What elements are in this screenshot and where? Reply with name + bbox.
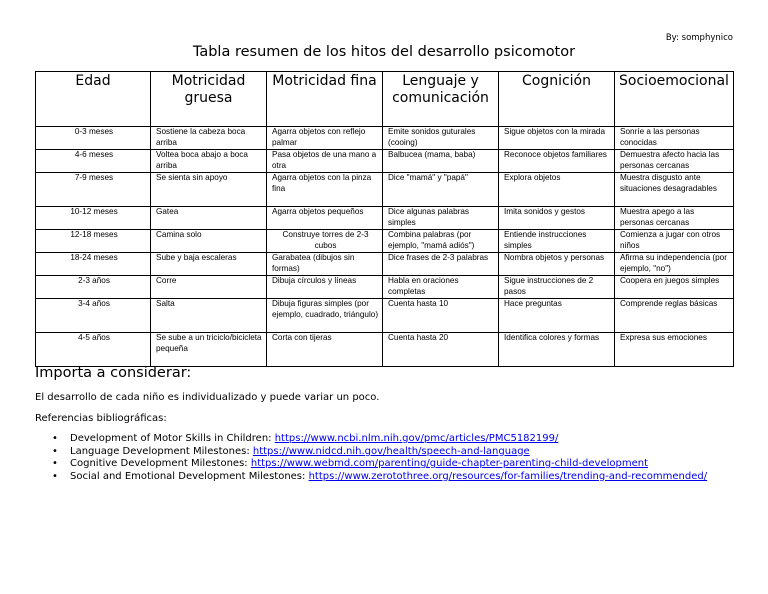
- reference-link[interactable]: https://www.ncbi.nlm.nih.gov/pmc/articles/PMC5182199/: [274, 433, 559, 444]
- cell-edad: 2-3 años: [36, 276, 151, 299]
- cell-motricidad-fina: Construye torres de 2-3 cubos: [267, 230, 383, 253]
- cell-socioemocional: Demuestra afecto hacia las personas cercanas: [615, 150, 734, 173]
- cell-motricidad-fina: Pasa objetos de una mano a otra: [267, 150, 383, 173]
- cell-lenguaje: Emite sonidos guturales (cooing): [383, 127, 499, 150]
- cell-motricidad-gruesa: Camina solo: [151, 230, 267, 253]
- cell-socioemocional: Sonríe a las personas conocidas: [615, 127, 734, 150]
- cell-socioemocional: Muestra disgusto ante situaciones desagradables: [615, 173, 734, 207]
- cell-edad: 18-24 meses: [36, 253, 151, 276]
- table-header-row: [36, 72, 734, 127]
- cell-edad: 0-3 meses: [36, 127, 151, 150]
- cell-cognicion: Imita sonidos y gestos: [499, 207, 615, 230]
- cell-cognicion: Entiende instrucciones simples: [499, 230, 615, 253]
- bullet-icon: •: [52, 470, 58, 482]
- cell-edad: 4-6 meses: [36, 150, 151, 173]
- cell-lenguaje: Balbucea (mama, baba): [383, 150, 499, 173]
- document-title: Tabla resumen de los hitos del desarrollo psicomotor: [192, 44, 576, 60]
- reference-label: Development of Motor Skills in Children:: [70, 433, 275, 444]
- references-list: [35, 433, 760, 483]
- author-byline: By: somphynico: [665, 33, 733, 43]
- bullet-icon: •: [52, 458, 58, 469]
- table-row: [36, 333, 734, 367]
- reference-item: [52, 458, 760, 471]
- section-heading: Importa a considerar:: [35, 365, 192, 381]
- cell-cognicion: Identifica colores y formas: [499, 333, 615, 367]
- header-motricidad-gruesa: Motricidad gruesa: [151, 72, 267, 127]
- table-row: [36, 276, 734, 299]
- reference-link[interactable]: https://www.webmd.com/parenting/guide-chapter-parenting-child-development: [250, 458, 648, 469]
- cell-socioemocional: Comienza a jugar con otros niños: [615, 230, 734, 253]
- table-row: [36, 207, 734, 230]
- cell-motricidad-fina: Agarra objetos con reflejo palmar: [267, 127, 383, 150]
- table-row: [36, 230, 734, 253]
- cell-lenguaje: Dice "mamá" y "papá": [383, 173, 499, 207]
- cell-lenguaje: Dice frases de 2-3 palabras: [383, 253, 499, 276]
- bullet-icon: •: [52, 433, 58, 444]
- cell-motricidad-fina: Dibuja círculos y líneas: [267, 276, 383, 299]
- cell-motricidad-gruesa: Se sube a un triciclo/bicicleta pequeña: [151, 333, 267, 367]
- cell-motricidad-gruesa: Sube y baja escaleras: [151, 253, 267, 276]
- cell-edad: 7-9 meses: [36, 173, 151, 207]
- cell-socioemocional: Expresa sus emociones: [615, 333, 734, 367]
- cell-motricidad-fina: Agarra objetos con la pinza fina: [267, 173, 383, 207]
- cell-edad: 12-18 meses: [36, 230, 151, 253]
- cell-cognicion: Explora objetos: [499, 173, 615, 207]
- cell-socioemocional: Coopera en juegos simples: [615, 276, 734, 299]
- header-cognicion: Cognición: [499, 72, 615, 127]
- header-motricidad-fina: Motricidad fina: [267, 72, 383, 127]
- table-row: [36, 173, 734, 207]
- cell-lenguaje: Dice algunas palabras simples: [383, 207, 499, 230]
- reference-label: Cognitive Development Milestones:: [70, 458, 251, 469]
- reference-item: [52, 470, 760, 484]
- cell-cognicion: Nombra objetos y personas: [499, 253, 615, 276]
- cell-motricidad-fina: Agarra objetos pequeños: [267, 207, 383, 230]
- cell-motricidad-fina: Dibuja figuras simples (por ejemplo, cuadrado, triángulo): [267, 299, 383, 333]
- cell-socioemocional: Muestra apego a las personas cercanas: [615, 207, 734, 230]
- cell-motricidad-gruesa: Voltea boca abajo a boca arriba: [151, 150, 267, 173]
- cell-lenguaje: Habla en oraciones completas: [383, 276, 499, 299]
- reference-label: Social and Emotional Development Milestones:: [70, 470, 309, 482]
- note-text: El desarrollo de cada niño es individualizado y puede variar un poco.: [35, 392, 380, 403]
- cell-lenguaje: Cuenta hasta 10: [383, 299, 499, 333]
- reference-label: Language Development Milestones:: [70, 445, 253, 457]
- header-socioemocional: Socioemocional: [615, 72, 734, 127]
- milestones-table: [35, 71, 734, 367]
- cell-motricidad-fina: Corta con tijeras: [267, 333, 383, 367]
- cell-motricidad-fina: Garabatea (dibujos sin formas): [267, 253, 383, 276]
- cell-motricidad-gruesa: Se sienta sin apoyo: [151, 173, 267, 207]
- cell-motricidad-gruesa: Corre: [151, 276, 267, 299]
- table-row: [36, 127, 734, 150]
- cell-cognicion: Reconoce objetos familiares: [499, 150, 615, 173]
- cell-cognicion: Hace preguntas: [499, 299, 615, 333]
- cell-edad: 10-12 meses: [36, 207, 151, 230]
- reference-link[interactable]: https://www.nidcd.nih.gov/health/speech-and-language: [252, 445, 530, 457]
- reference-link[interactable]: https://www.zerotothree.org/resources/for-families/trending-and-recommended/: [308, 470, 708, 482]
- table-row: [36, 299, 734, 333]
- cell-edad: 3-4 años: [36, 299, 151, 333]
- cell-motricidad-gruesa: Gatea: [151, 207, 267, 230]
- cell-socioemocional: Comprende reglas básicas: [615, 299, 734, 333]
- cell-motricidad-gruesa: Salta: [151, 299, 267, 333]
- cell-lenguaje: Cuenta hasta 20: [383, 333, 499, 367]
- reference-item: [52, 445, 760, 459]
- table-row: [36, 253, 734, 276]
- cell-lenguaje: Combina palabras (por ejemplo, "mamá adiós"): [383, 230, 499, 253]
- table-row: [36, 150, 734, 173]
- cell-motricidad-gruesa: Sostiene la cabeza boca arriba: [151, 127, 267, 150]
- bullet-icon: •: [52, 445, 58, 457]
- cell-cognicion: Sigue instrucciones de 2 pasos: [499, 276, 615, 299]
- header-lenguaje: Lenguaje y comunicación: [383, 72, 499, 127]
- cell-cognicion: Sigue objetos con la mirada: [499, 127, 615, 150]
- reference-item: [52, 433, 760, 446]
- header-edad: Edad: [36, 72, 151, 127]
- cell-socioemocional: Afirma su independencia (por ejemplo, "no"): [615, 253, 734, 276]
- cell-edad: 4-5 años: [36, 333, 151, 367]
- references-heading: Referencias bibliográficas:: [35, 413, 167, 424]
